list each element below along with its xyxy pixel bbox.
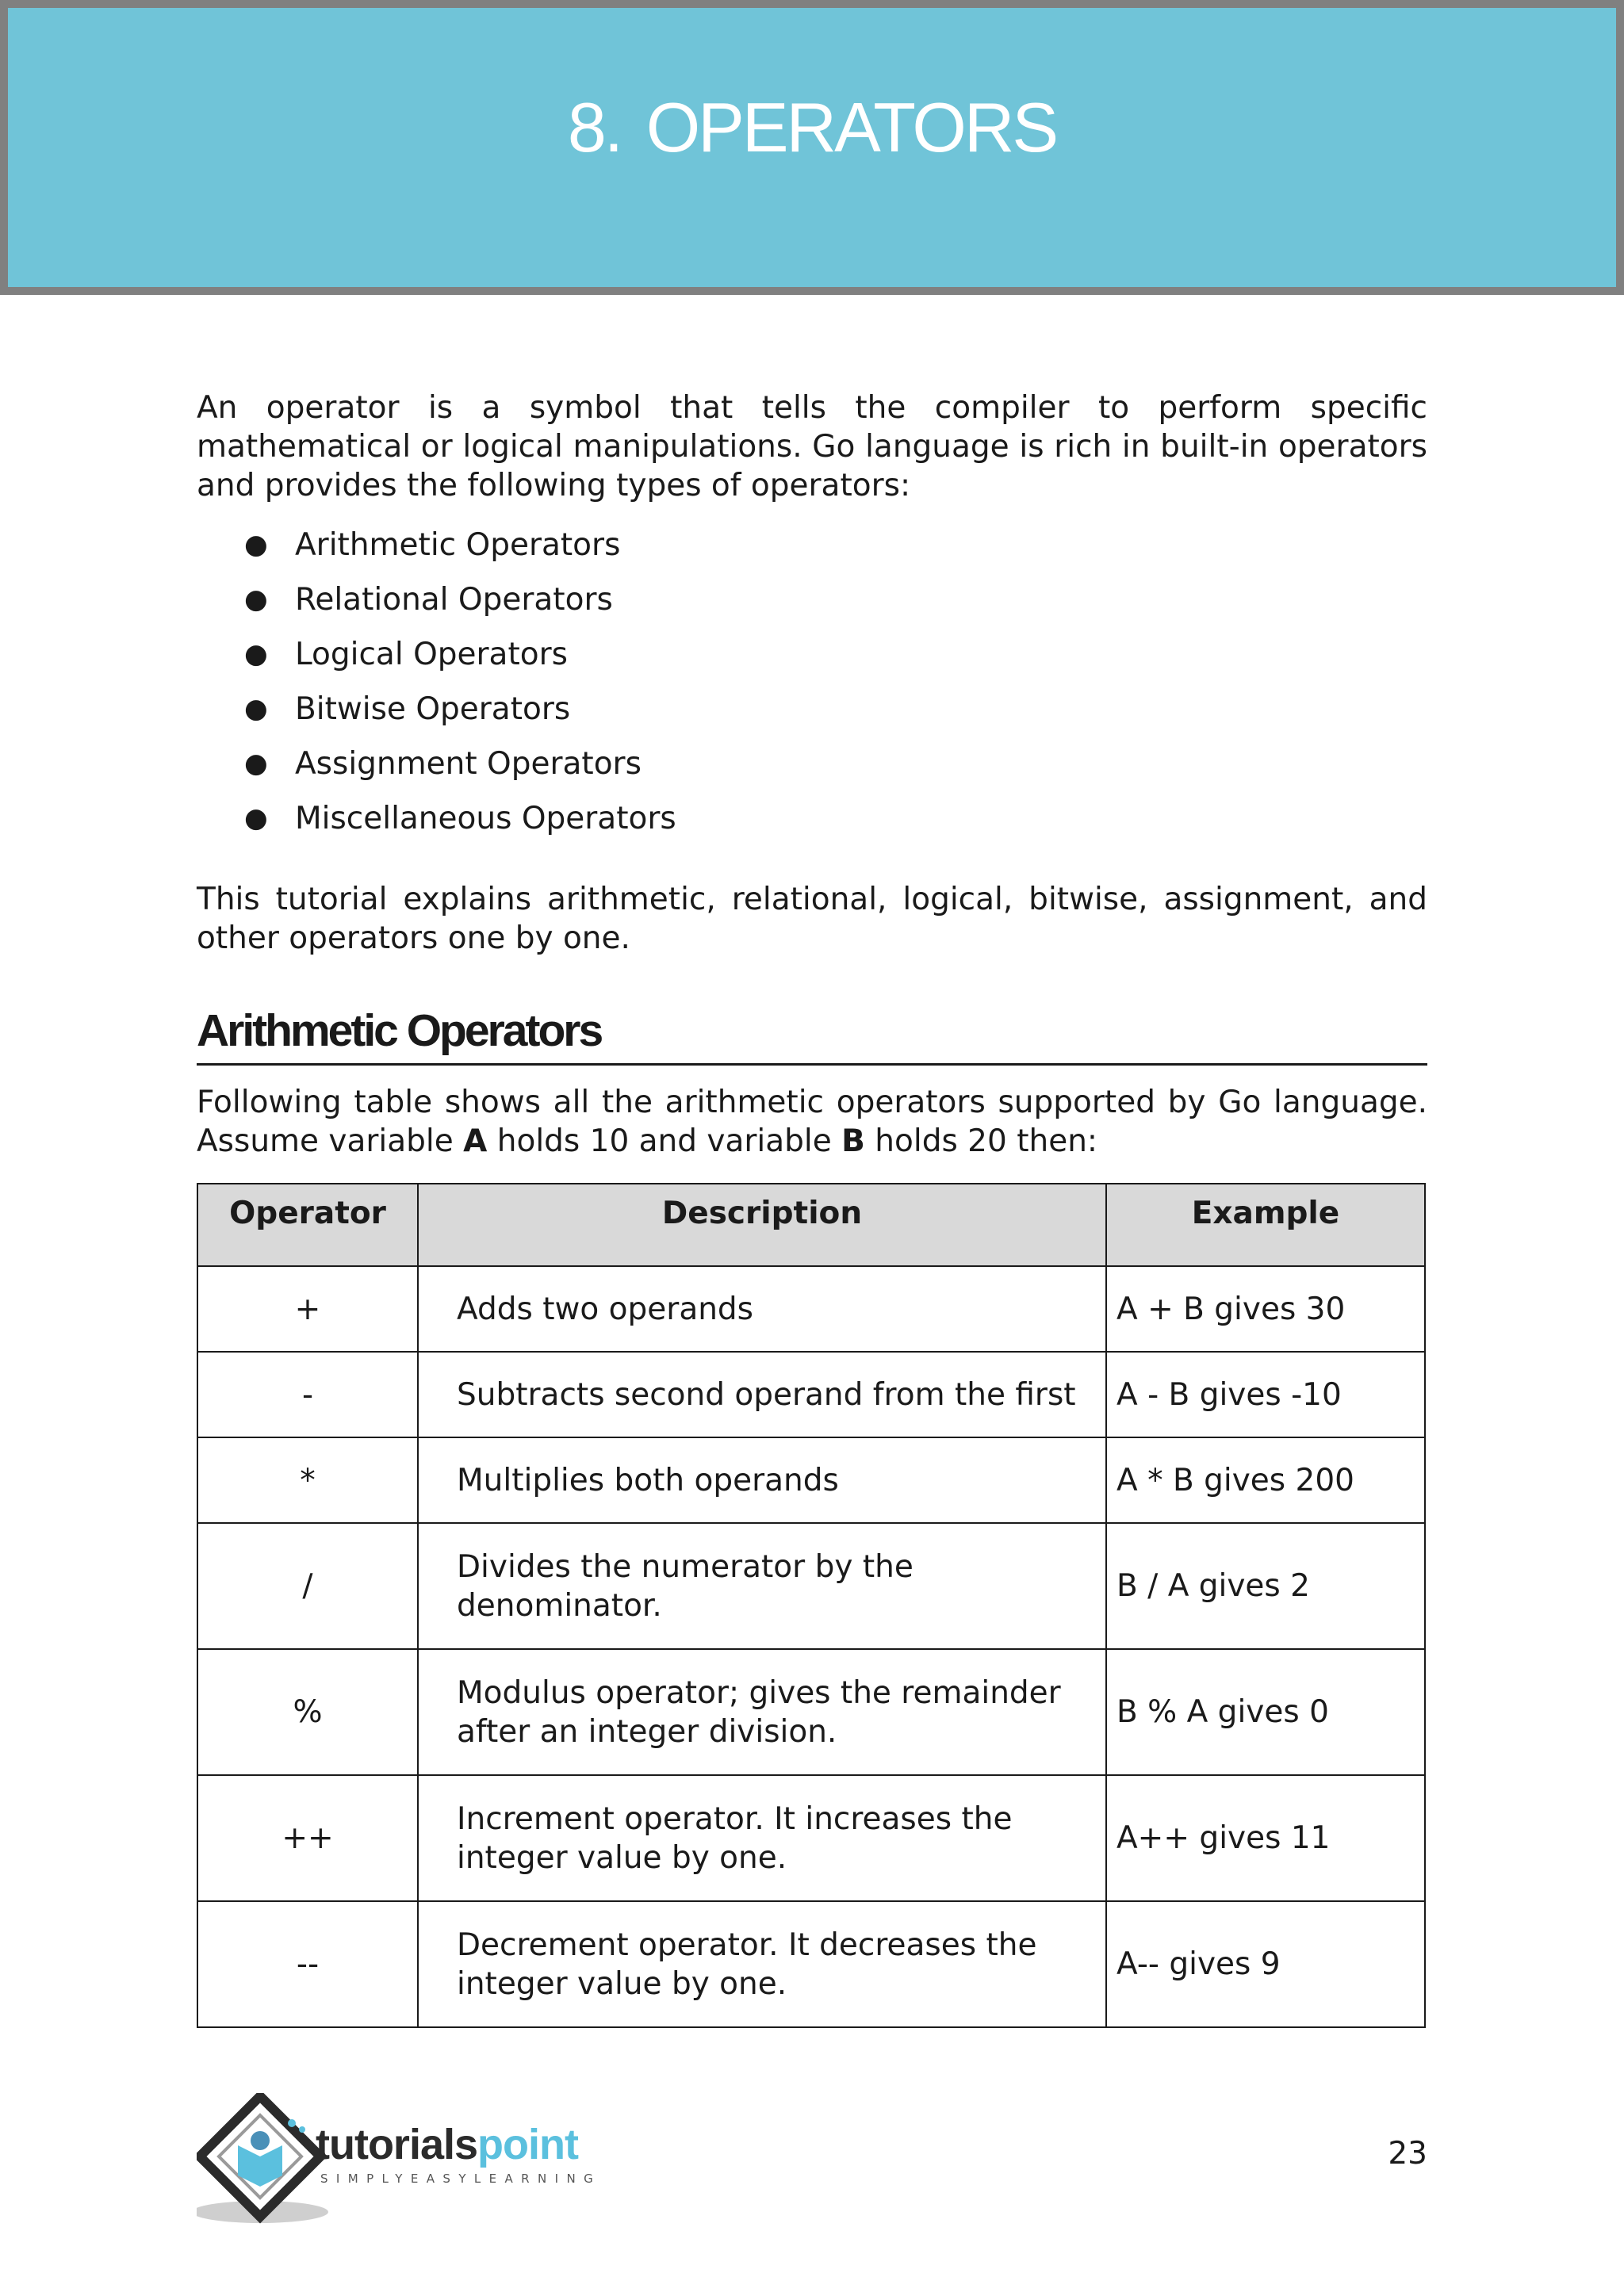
arithmetic-operators-table <box>197 1183 1426 2028</box>
list-item: ● Assignment Operators <box>244 746 642 782</box>
intro-paragraph: An operator is a symbol that tells the compiler to perform specific mathematical or logical manipulations. Go language is rich in built-in operators and provides the following types of operators: <box>197 390 1427 503</box>
example-cell: A * B gives 200 <box>1106 1437 1425 1523</box>
list-item: ● Bitwise Operators <box>244 691 571 727</box>
chapter-banner <box>0 0 1624 295</box>
bullet-icon: ● <box>244 584 268 615</box>
operator-cell: * <box>197 1437 418 1523</box>
operator-cell: ++ <box>197 1775 418 1901</box>
bullet-icon: ● <box>244 748 268 779</box>
column-header-example: Example <box>1106 1184 1425 1266</box>
example-cell: A + B gives 30 <box>1106 1266 1425 1352</box>
description-cell: Increment operator. It increases the integer value by one. <box>418 1775 1106 1901</box>
table-header-row <box>197 1184 1425 1266</box>
page-content <box>197 388 1427 2028</box>
example-cell: A - B gives -10 <box>1106 1352 1425 1437</box>
logo-dot-icon <box>288 2119 296 2127</box>
list-item: ● Logical Operators <box>244 637 568 672</box>
logo-dot-icon <box>299 2126 305 2133</box>
description-cell: Subtracts second operand from the first <box>418 1352 1106 1437</box>
table-row <box>197 1352 1425 1437</box>
example-cell: A++ gives 11 <box>1106 1775 1425 1901</box>
logo-tagline: SIMPLYEASYLEARNING <box>320 2172 602 2186</box>
chapter-title: 8. OPERATORS <box>567 88 1057 166</box>
table-row <box>197 1266 1425 1352</box>
operator-cell: / <box>197 1523 418 1649</box>
description-cell: Multiplies both operands <box>418 1437 1106 1523</box>
column-header-description: Description <box>418 1184 1106 1266</box>
bullet-icon: ● <box>244 638 268 670</box>
example-cell: A-- gives 9 <box>1106 1901 1425 2027</box>
operator-cell: -- <box>197 1901 418 2027</box>
column-header-operator: Operator <box>197 1184 418 1266</box>
description-cell: Divides the numerator by the denominator. <box>418 1523 1106 1649</box>
bullet-icon: ● <box>244 693 268 725</box>
bullet-icon: ● <box>244 529 268 561</box>
operator-cell: + <box>197 1266 418 1352</box>
operator-cell: - <box>197 1352 418 1437</box>
description-cell: Modulus operator; gives the remainder after an integer division. <box>418 1649 1106 1775</box>
table-row <box>197 1649 1425 1775</box>
table-row <box>197 1901 1425 2027</box>
explanation-paragraph: This tutorial explains arithmetic, relational, logical, bitwise, assignment, and other operators one by one. <box>197 882 1427 956</box>
page-number: 23 <box>1388 2136 1427 2172</box>
table-row <box>197 1437 1425 1523</box>
bullet-icon: ● <box>244 802 268 834</box>
list-item: ● Miscellaneous Operators <box>244 801 676 836</box>
logo-person-icon <box>251 2131 270 2150</box>
table-row <box>197 1523 1425 1649</box>
example-cell: B % A gives 0 <box>1106 1649 1425 1775</box>
example-cell: B / A gives 2 <box>1106 1523 1425 1649</box>
section-heading: Arithmetic Operators <box>197 1003 1427 1066</box>
description-cell: Adds two operands <box>418 1266 1106 1352</box>
tutorialspoint-logo <box>197 2093 641 2226</box>
operator-cell: % <box>197 1649 418 1775</box>
list-item: ● Relational Operators <box>244 582 613 618</box>
logo-wordmark: tutorialspoint <box>316 2121 578 2168</box>
list-item: ● Arithmetic Operators <box>244 527 621 563</box>
table-row <box>197 1775 1425 1901</box>
description-cell: Decrement operator. It decreases the integer value by one. <box>418 1901 1106 2027</box>
section-lead-paragraph: Following table shows all the arithmetic operators supported by Go language. Assume variable A holds 10 and variable B holds 20 then: <box>197 1085 1427 1159</box>
operator-types-list <box>197 526 1427 854</box>
